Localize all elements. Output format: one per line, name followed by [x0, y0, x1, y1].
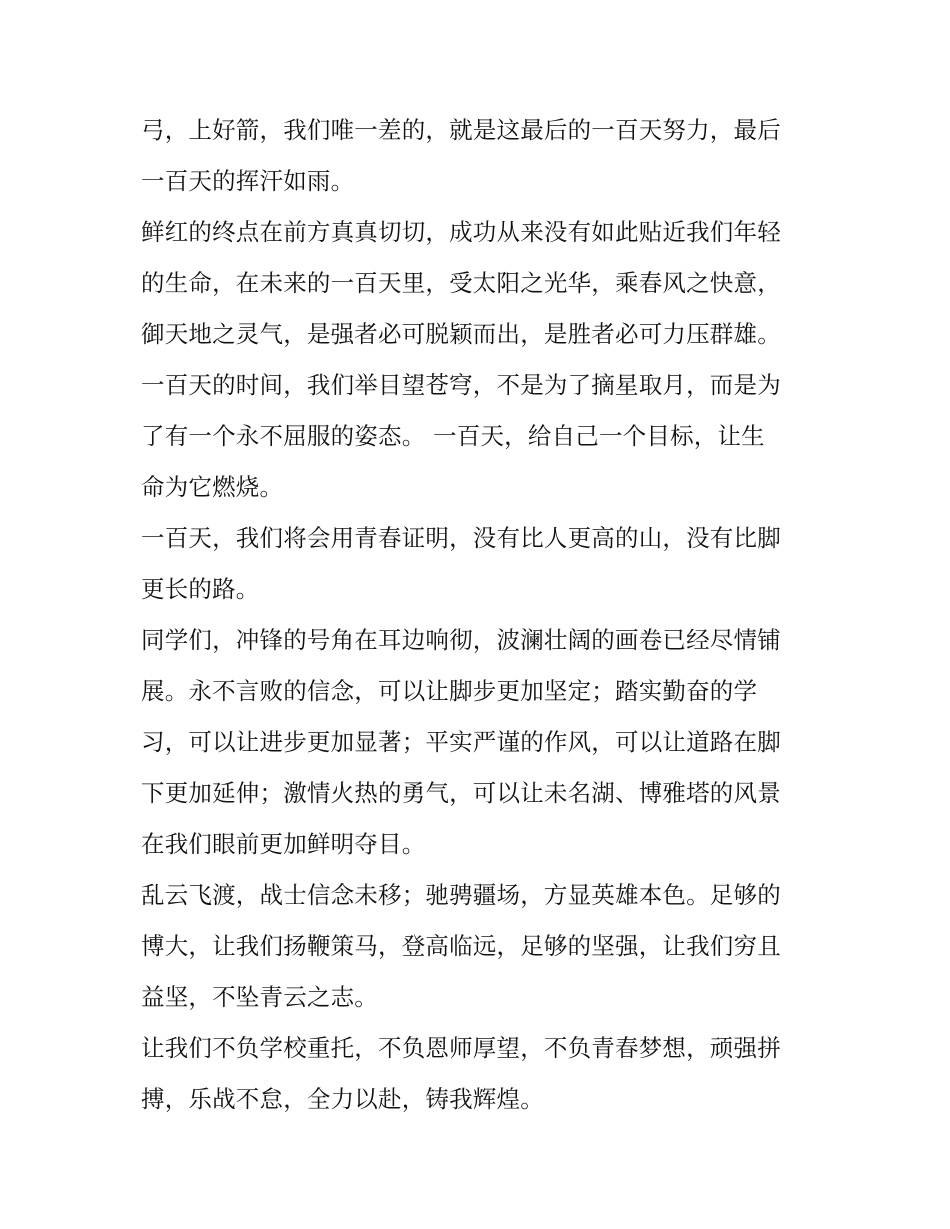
text-line: 乱云飞渡，战士信念未移；驰骋疆场，方显英雄本色。足够的	[141, 881, 781, 909]
text-line: 让我们不负学校重托，不负恩师厚望，不负青春梦想，顽强拼	[141, 1034, 781, 1062]
paragraph	[141, 513, 813, 615]
text-line: 弓，上好箭，我们唯一差的，就是这最后的一百天努力，最后	[141, 116, 781, 144]
paragraph	[141, 870, 813, 1023]
text-line: 了有一个永不屈服的姿态。 一百天，给自己一个目标，让生	[141, 422, 765, 450]
document-body	[141, 105, 813, 1125]
text-line: 搏，乐战不怠，全力以赴，铸我辉煌。	[141, 1085, 544, 1113]
text-line: 博大，让我们扬鞭策马，登高临远，足够的坚强，让我们穷且	[141, 932, 781, 960]
text-line: 御天地之灵气，是强者必可脱颖而出，是胜者必可力压群雄。	[141, 320, 781, 348]
text-line: 同学们，冲锋的号角在耳边响彻，波澜壮阔的画卷已经尽情铺	[141, 626, 781, 654]
paragraph	[141, 105, 813, 207]
text-line: 鲜红的终点在前方真真切切，成功从来没有如此贴近我们年轻	[141, 218, 781, 246]
text-line: 命为它燃烧。	[141, 473, 284, 501]
text-line: 下更加延伸；激情火热的勇气，可以让未名湖、博雅塔的风景	[141, 779, 781, 807]
text-line: 习，可以让进步更加显著；平实严谨的作风，可以让道路在脚	[141, 728, 781, 756]
text-line: 一百天的挥汗如雨。	[141, 167, 355, 195]
text-line: 的生命，在未来的一百天里，受太阳之光华，乘春风之快意，	[141, 269, 781, 297]
text-line: 益坚，不坠青云之志。	[141, 983, 378, 1011]
text-line: 更长的路。	[141, 575, 260, 603]
text-line: 一百天的时间，我们举目望苍穹，不是为了摘星取月，而是为	[141, 371, 781, 399]
text-line: 一百天，我们将会用青春证明，没有比人更高的山，没有比脚	[141, 524, 781, 552]
paragraph	[141, 207, 813, 360]
paragraph	[141, 615, 813, 870]
text-line: 展。永不言败的信念，可以让脚步更加坚定；踏实勤奋的学	[141, 677, 758, 705]
text-line: 在我们眼前更加鲜明夺目。	[141, 830, 426, 858]
paragraph	[141, 1023, 813, 1125]
paragraph	[141, 360, 813, 513]
